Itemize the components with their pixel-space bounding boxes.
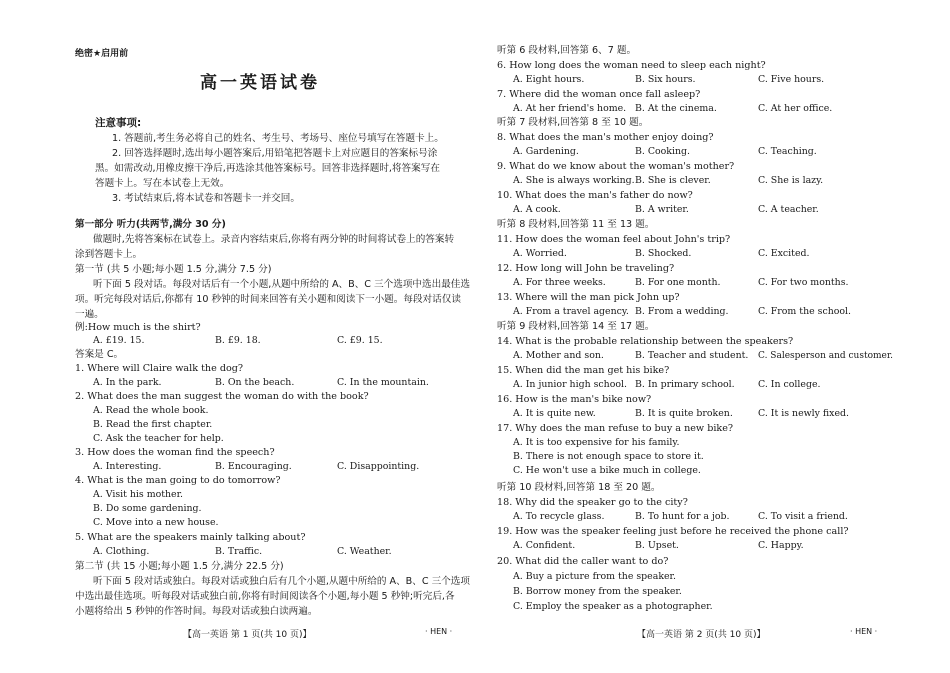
note-line: 黑。如需改动,用橡皮擦干净后,再选涂其他答案标号。回答非选择题时,将答案写在 [95, 163, 440, 174]
option-a: A. Buy a picture from the speaker. [513, 571, 676, 582]
option-a: A. Mother and son. [513, 350, 604, 361]
option-c: C. It is newly fixed. [758, 408, 849, 419]
option-b: B. Encouraging. [215, 461, 292, 472]
option-b: B. Read the first chapter. [93, 419, 213, 430]
option-b: B. Six hours. [635, 74, 696, 85]
material-heading: 听第 9 段材料,回答第 14 至 17 题。 [497, 321, 655, 332]
option-c: C. Move into a new house. [93, 517, 219, 528]
question-5: 5. What are the speakers mainly talking about? [75, 532, 306, 543]
option-c: C. To visit a friend. [758, 511, 848, 522]
option-c: C. Teaching. [758, 146, 817, 157]
option-a: A. To recycle glass. [513, 511, 605, 522]
option-c: C. Salesperson and customer. [758, 351, 894, 361]
question-6: 6. How long does the woman need to sleep each night? [497, 60, 766, 71]
option-a: A. At her friend's home. [513, 103, 627, 114]
option-b: B. From a wedding. [635, 306, 729, 317]
question-12: 12. How long will John be traveling? [497, 263, 675, 274]
material-heading: 听第 6 段材料,回答第 6、7 题。 [497, 45, 637, 56]
part1-intro-line: 涂到答题卡上。 [75, 249, 143, 260]
section1-intro-line: 项。听完每段对话后,你都有 10 秒钟的时间来回答有关小题和阅读下一小题。每段对话仅读 [75, 294, 461, 305]
option-c: C. Employ the speaker as a photographer. [513, 601, 713, 612]
option-a: A. Confident. [513, 540, 576, 551]
option-c: C. In college. [758, 379, 821, 390]
option-c: C. Disappointing. [337, 461, 420, 472]
question-17: 17. Why does the man refuse to buy a new bike? [497, 423, 734, 434]
option-a: A. It is too expensive for his family. [513, 437, 680, 448]
material-heading: 听第 8 段材料,回答第 11 至 13 题。 [497, 219, 655, 230]
question-1: 1. Where will Claire walk the dog? [75, 363, 244, 374]
option-c: C. He won't use a bike much in college. [513, 465, 701, 476]
note-line: 3. 考试结束后,将本试卷和答题卡一并交回。 [112, 193, 300, 204]
option-b: B. Upset. [635, 540, 679, 551]
note-line: 2. 回答选择题时,选出每小题答案后,用铅笔把答题卡上对应题目的答案标号涂 [112, 148, 438, 159]
note-line: 答题卡上。写在本试卷上无效。 [95, 178, 230, 189]
footer-code: · HEN · [850, 627, 878, 636]
part1-heading: 第一部分 听力(共两节,满分 30 分) [75, 219, 226, 230]
confidential-label: 绝密★启用前 [75, 49, 129, 59]
option-c: C. Excited. [758, 248, 810, 259]
option-a: A. £19. 15. [93, 335, 145, 346]
option-a: A. In the park. [93, 377, 162, 388]
question-9: 9. What do we know about the woman's mother? [497, 161, 735, 172]
option-a: A. Interesting. [93, 461, 162, 472]
option-a: A. Read the whole book. [93, 405, 209, 416]
option-b: B. To hunt for a job. [635, 511, 730, 522]
option-b: B. There is not enough space to store it. [513, 451, 704, 462]
option-a: A. Eight hours. [513, 74, 585, 85]
page-footer: 【高一英语 第 2 页(共 10 页)】 [637, 630, 766, 640]
option-b: B. She is clever. [635, 175, 711, 186]
option-a: A. She is always working. [513, 175, 635, 186]
exam-title: 高一英语试卷 [200, 73, 320, 93]
option-c: C. A teacher. [758, 204, 819, 215]
option-b: B. £9. 18. [215, 335, 261, 346]
option-a: A. Visit his mother. [93, 489, 184, 500]
option-c: C. Happy. [758, 540, 804, 551]
option-c: C. Five hours. [758, 74, 825, 85]
material-heading: 听第 10 段材料,回答第 18 至 20 题。 [497, 482, 661, 493]
question-8: 8. What does the man's mother enjoy doing? [497, 132, 714, 143]
option-a: A. Worried. [513, 248, 567, 259]
section2-heading: 第二节 (共 15 小题;每小题 1.5 分,满分 22.5 分) [75, 561, 284, 572]
option-c: C. For two months. [758, 277, 849, 288]
footer-code: · HEN · [425, 627, 453, 636]
option-a: A. In junior high school. [513, 379, 627, 390]
section2-intro-line: 听下面 5 段对话或独白。每段对话或独白后有几个小题,从题中所给的 A、B、C 三个选项 [93, 576, 470, 587]
section2-intro-line: 中选出最佳选项。听每段对话或独白前,你将有时间阅读各个小题,每小题 5 秒钟;听完后,各 [75, 591, 455, 602]
option-b: B. In primary school. [635, 379, 735, 390]
example-answer: 答案是 C。 [75, 349, 124, 360]
question-15: 15. When did the man get his bike? [497, 365, 670, 376]
material-heading: 听第 7 段材料,回答第 8 至 10 题。 [497, 117, 649, 128]
question-13: 13. Where will the man pick John up? [497, 292, 680, 303]
question-3: 3. How does the woman find the speech? [75, 447, 275, 458]
part1-intro-line: 做题时,先将答案标在试卷上。录音内容结束后,你将有两分钟的时间将试卷上的答案转 [93, 234, 455, 245]
option-b: B. It is quite broken. [635, 408, 733, 419]
section1-intro-line: 听下面 5 段对话。每段对话后有一个小题,从题中所给的 A、B、C 三个选项中选出最佳选 [93, 279, 470, 290]
section1-heading: 第一节 (共 5 小题;每小题 1.5 分,满分 7.5 分) [75, 264, 272, 275]
option-c: C. In the mountain. [337, 377, 429, 388]
option-b: B. For one month. [635, 277, 721, 288]
question-18: 18. Why did the speaker go to the city? [497, 497, 688, 508]
section2-intro-line: 小题将给出 5 秒钟的作答时间。每段对话或独白读两遍。 [75, 606, 318, 617]
option-b: B. On the beach. [215, 377, 295, 388]
option-b: B. Teacher and student. [635, 350, 749, 361]
question-14: 14. What is the probable relationship between the speakers? [497, 336, 794, 347]
example-question: 例:How much is the shirt? [75, 322, 201, 333]
option-b: B. A writer. [635, 204, 689, 215]
option-b: B. Traffic. [215, 546, 263, 557]
note-line: 1. 答题前,考生务必将自己的姓名、考生号、考场号、座位号填写在答题卡上。 [112, 133, 444, 144]
option-c: C. Weather. [337, 546, 392, 557]
option-b: B. Cooking. [635, 146, 691, 157]
option-c: C. From the school. [758, 306, 851, 317]
page-footer: 【高一英语 第 1 页(共 10 页)】 [183, 630, 312, 640]
option-c: C. At her office. [758, 103, 833, 114]
option-a: A. A cook. [513, 204, 561, 215]
question-10: 10. What does the man's father do now? [497, 190, 693, 201]
option-c: C. £9. 15. [337, 335, 383, 346]
question-7: 7. Where did the woman once fall asleep? [497, 89, 701, 100]
option-a: A. It is quite new. [513, 408, 596, 419]
option-a: A. Clothing. [93, 546, 150, 557]
option-b: B. Shocked. [635, 248, 692, 259]
question-20: 20. What did the caller want to do? [497, 556, 669, 567]
question-4: 4. What is the man going to do tomorrow? [75, 475, 281, 486]
option-a: A. From a travel agency. [513, 306, 629, 317]
question-11: 11. How does the woman feel about John's trip? [497, 234, 731, 245]
question-2: 2. What does the man suggest the woman do with the book? [75, 391, 369, 402]
notes-heading: 注意事项: [95, 117, 142, 129]
option-b: B. At the cinema. [635, 103, 717, 114]
section1-intro-line: 一遍。 [75, 309, 104, 320]
option-b: B. Borrow money from the speaker. [513, 586, 682, 597]
option-c: C. Ask the teacher for help. [93, 433, 224, 444]
option-c: C. She is lazy. [758, 175, 824, 186]
question-16: 16. How is the man's bike now? [497, 394, 652, 405]
exam-page-2 [475, 0, 950, 673]
option-b: B. Do some gardening. [93, 503, 202, 514]
option-a: A. Gardening. [513, 146, 579, 157]
option-a: A. For three weeks. [513, 277, 606, 288]
question-19: 19. How was the speaker feeling just before he received the phone call? [497, 526, 849, 537]
